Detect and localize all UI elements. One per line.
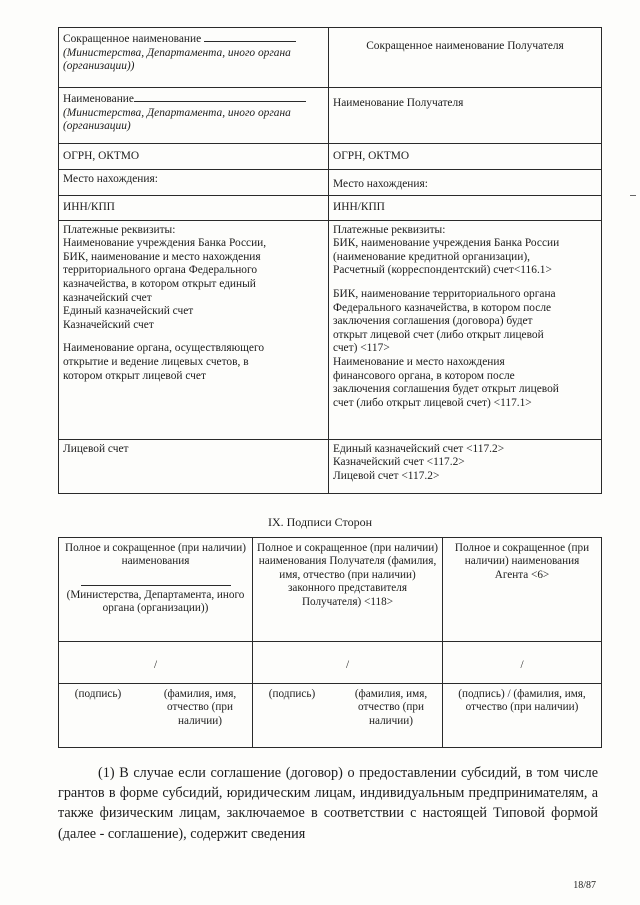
text-line: счет) <117> [333,342,390,355]
text-line: открыт лицевой счет (либо открыт лицевой [333,328,544,341]
table-row [59,439,602,493]
text-line: заключения соглашения (договора) будет [333,315,533,328]
signature-slash-cell [253,642,443,684]
slash-separator: / [520,659,524,671]
text-line: Наименование учреждения Банка России, [63,237,267,250]
text-line: финансового органа, в котором после [333,369,515,382]
text-line: Расчетный (корреспондентский) счет<116.1> [333,264,552,277]
signature-caption-cell [59,684,253,748]
text-line: Единый казначейский счет [63,305,194,318]
text-line: открытие и ведение лицевых счетов, в [63,355,249,368]
text-line: котором открыт лицевой счет [63,369,206,382]
recipient-name: Наименование Получателя [333,97,464,109]
section-title: IX. Подписи Сторон [267,515,373,529]
recipient-location: Место нахождения: [329,170,602,196]
recipient-inn: ИНН/КПП [329,195,602,220]
text-line: (наименование кредитной организации), [333,250,531,263]
table-row [59,170,602,196]
requisites-table [58,27,602,494]
spacer [333,278,597,288]
text-line: счет (либо открыт лицевой счет) <117.1> [333,396,532,409]
slash-separator: / [345,659,350,671]
issuer-note: (Министерства, Департамента, иного органа (организации)) [63,46,291,73]
recipient-payment-cell [329,220,602,439]
table-row [59,538,602,642]
footnote-text: (1) В случае если соглашение (договор) о предоставлении субсидий, в том числе грантов в форме субсидий, юридическим лицам, индивидуальным предпринимателям, а также физическим лицам, заключаемое в соответствии с настоящей Типовой формой (далее - соглашение), содержит сведения [58,765,598,842]
text-line: БИК, наименование учреждения Банка России [333,237,560,250]
fill-line [204,31,296,42]
signature-head-recipient: Полное и сокращенное (при наличии) наименования Получателя (фамилия, имя, отчество (при наличии) законного представителя Получателя) <118> [253,538,443,642]
table-row [59,642,602,684]
text-line: казначейства, в котором открыт единый [63,277,256,290]
issuer-ogrn: ОГРН, ОКТМО [59,144,329,170]
signature-slash-cell [443,642,602,684]
text-line: Наименование и место нахождения [333,355,505,368]
text-line: Казначейский счет [63,318,154,331]
table-row [59,684,602,748]
sign-fio-caption: (подпись) / (фамилия, имя, отчество (при наличии) [458,688,586,714]
scan-mark [630,195,636,196]
fill-line [81,585,231,586]
signature-slash-cell [59,642,253,684]
recipient-short-name-cell [329,28,602,88]
text-line: Единый казначейский счет <117.2> [333,442,505,455]
head-note: (Министерства, Департамента, иного органа (организации)) [66,588,245,615]
recipient-short-name: Сокращенное наименование Получателя [366,40,564,52]
issuer-name-note: (Министерства, Департамента, иного органа (организации) [63,106,291,133]
issuer-name-label: Наименование [63,93,134,105]
sign-caption: (подпись) [268,688,316,700]
signature-caption-cell [443,684,602,748]
issuer-name-cell [59,88,329,144]
text-line: Платежные реквизиты: [333,223,446,236]
spacer [63,332,324,342]
table-row [59,195,602,220]
recipient-ogrn: ОГРН, ОКТМО [329,144,602,170]
head-text: Полное и сокращенное (при наличии) наименования [64,542,246,568]
issuer-payment-cell [59,220,329,439]
text-line: заключения соглашения будет открыт лицевой [333,383,559,396]
slash-separator: / [153,659,158,671]
text-line: казначейский счет [63,291,152,304]
signatures-table [58,537,602,748]
text-line: территориального органа Федерального [63,264,258,277]
text-line: Платежные реквизиты: [63,223,176,236]
fill-line [134,91,306,102]
issuer-short-name-label: Сокращенное наименование [63,33,202,45]
text-line: Казначейский счет <117.2> [333,456,465,469]
issuer-location: Место нахождения: [59,170,329,196]
issuer-inn: ИНН/КПП [59,195,329,220]
text-line: Федерального казначейства, в котором после [333,301,552,314]
text-line: БИК, наименование территориального органа [333,287,556,300]
issuer-account: Лицевой счет [59,439,329,493]
page-number: 18/87 [573,880,596,891]
issuer-short-name-cell [59,28,329,88]
recipient-account-cell [329,439,602,493]
table-row [59,220,602,439]
signature-caption-cell [253,684,443,748]
text-line: Лицевой счет <117.2> [333,469,440,482]
fio-caption: (фамилия, имя, отчество (при наличии) [354,688,428,727]
table-row [59,28,602,88]
table-row [59,144,602,170]
fio-caption: (фамилия, имя, отчество (при наличии) [163,688,237,727]
recipient-name-cell [329,88,602,144]
text-line: Наименование органа, осуществляющего [63,342,265,355]
footnote-paragraph [58,763,598,844]
signature-head-ministry [59,538,253,642]
text-line: БИК, наименование и место нахождения [63,250,261,263]
table-row [59,88,602,144]
signature-head-agent: Полное и сокращенное (при наличии) наименования Агента <6> [443,538,602,642]
sign-caption: (подпись) [74,688,122,700]
